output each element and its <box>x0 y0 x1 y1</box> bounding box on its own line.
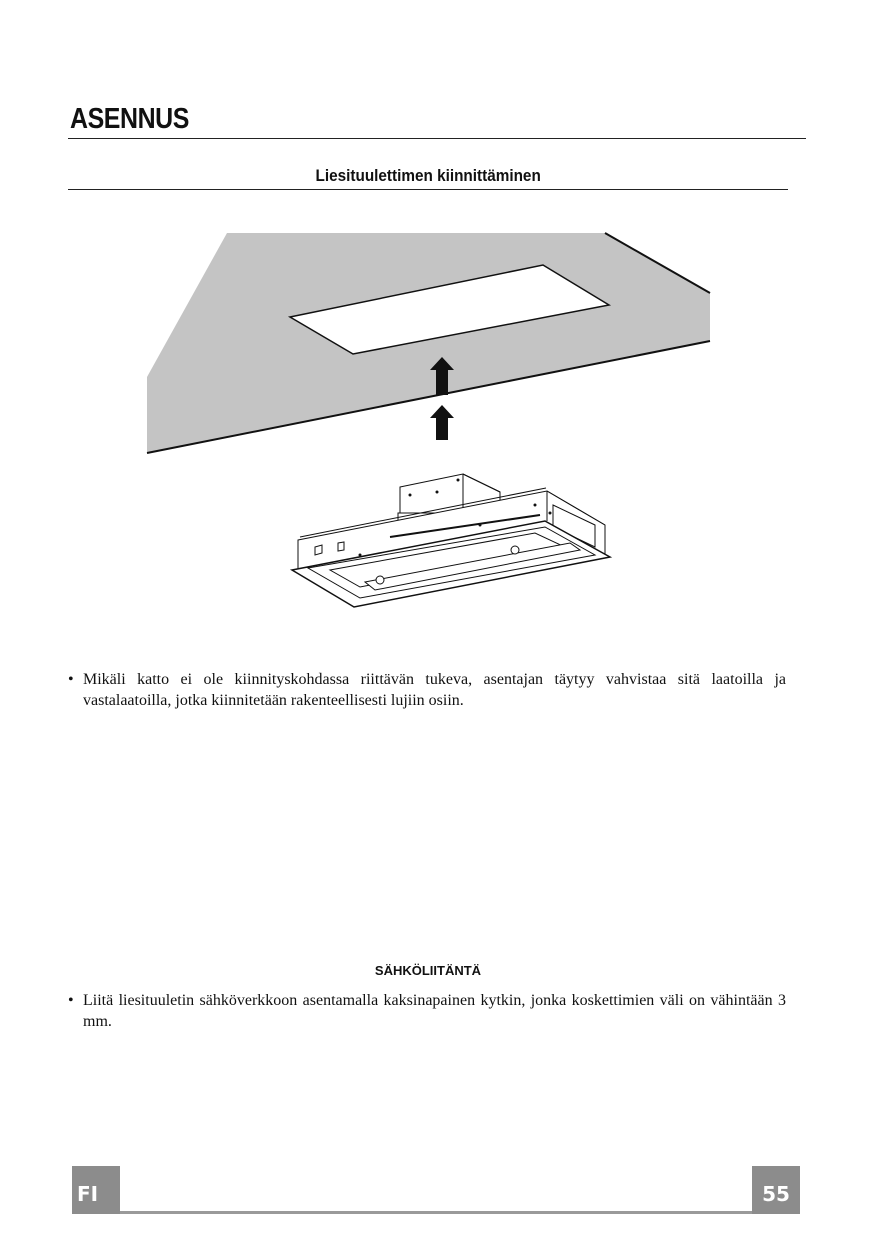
section-subtitle-text: Liesituulettimen kiinnittäminen <box>315 166 541 185</box>
ceiling-mounting-illustration <box>140 225 720 620</box>
page-title: ASENNUS <box>70 103 189 135</box>
electrical-note <box>68 990 786 1032</box>
bullet-dot: • <box>68 671 74 688</box>
language-badge: FI <box>72 1166 120 1214</box>
hood-unit <box>292 474 610 607</box>
arrow-up-icon <box>430 405 454 440</box>
mounting-note <box>68 669 786 711</box>
bullet-dot: • <box>68 992 74 1009</box>
footer-divider <box>72 1211 800 1214</box>
electrical-note-text: Liitä liesituuletin sähköverkkoon asentamalla kaksinapainen kytkin, jonka koskettimien väli on vähintään 3 mm. <box>83 992 786 1030</box>
electrical-heading: SÄHKÖLIITÄNTÄ <box>374 963 482 978</box>
ceiling-slab <box>147 233 710 453</box>
mounting-note-text: Mikäli katto ei ole kiinnityskohdassa riittävän tukeva, asentajan täytyy vahvistaa sitä laatoilla ja vastalaatoilla, jotka kiinnitetään rakenteellisesti lujiin osiin. <box>83 671 786 709</box>
title-divider <box>68 138 806 139</box>
page-number: 55 <box>752 1166 800 1214</box>
subtitle-divider <box>68 189 788 190</box>
section-subtitle <box>68 166 788 186</box>
